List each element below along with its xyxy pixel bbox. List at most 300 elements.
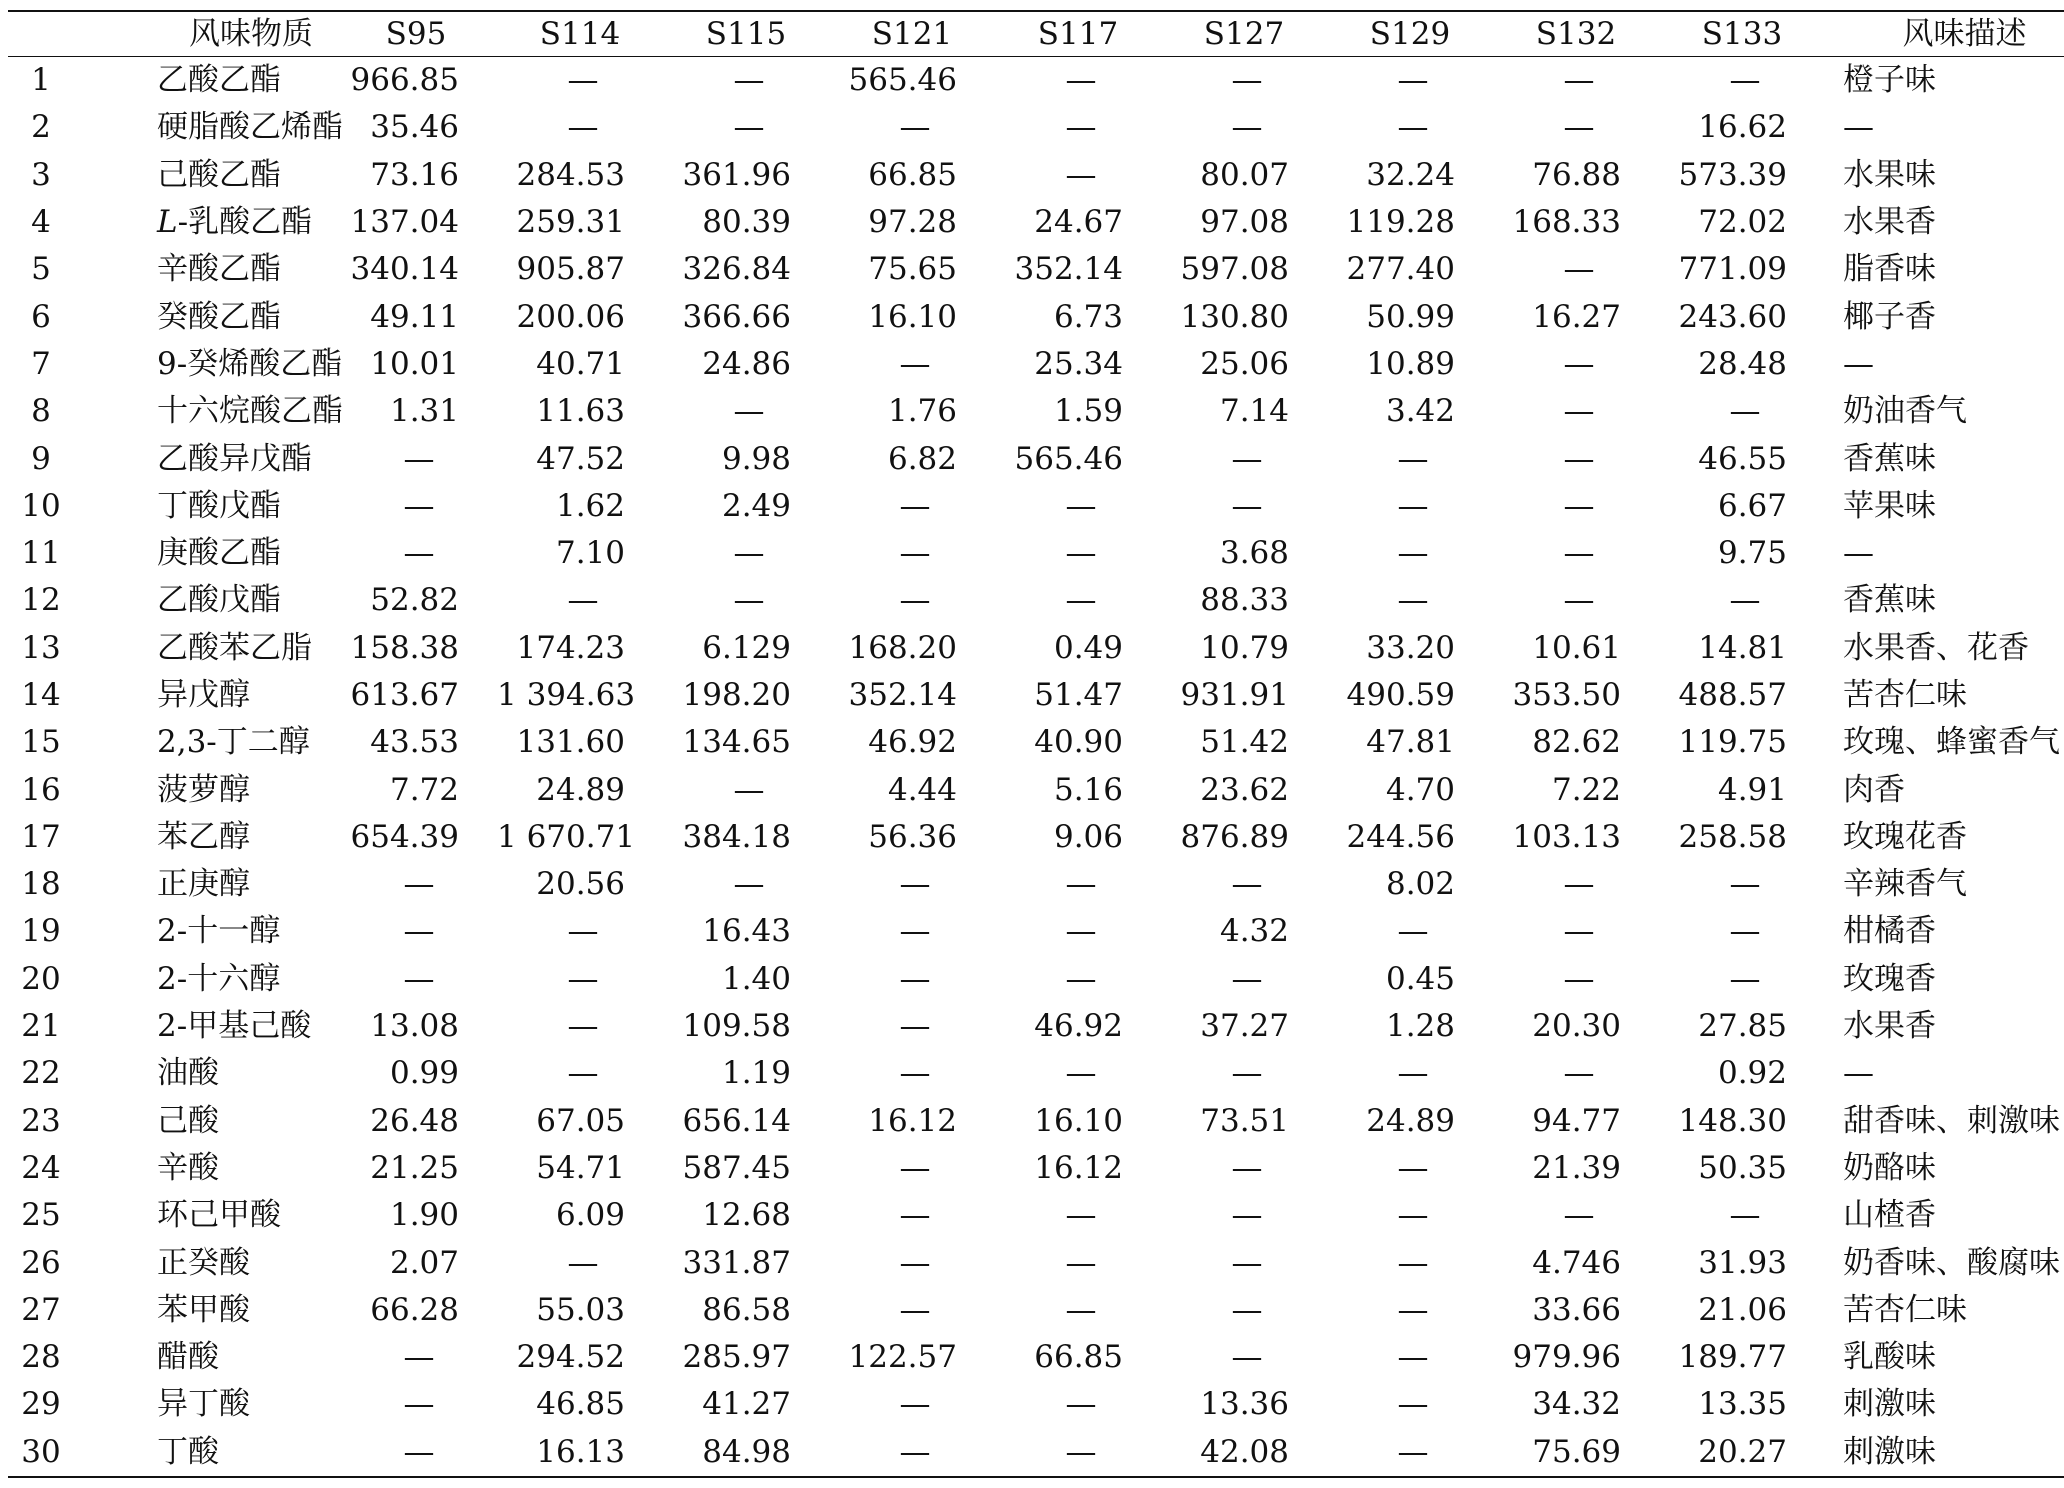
value-cell: — xyxy=(1729,913,1761,950)
value-cell: 573.39 xyxy=(1678,156,1787,193)
table-row xyxy=(8,625,2064,672)
value-cell: 168.20 xyxy=(848,629,957,666)
compound-name-text: 硬脂酸乙烯酯 xyxy=(157,109,343,146)
row-index: 12 xyxy=(21,582,61,619)
compound-name-text: 2-十六醇 xyxy=(157,960,281,997)
value-cell: — xyxy=(733,771,765,808)
value-cell: 8.02 xyxy=(1385,866,1455,903)
value-cell: — xyxy=(1065,109,1097,146)
value-cell: 277.40 xyxy=(1346,251,1455,288)
value-cell: — xyxy=(1563,487,1595,524)
value-cell: 75.69 xyxy=(1532,1433,1621,1470)
flavor-description: — xyxy=(1843,345,1874,382)
compound-name xyxy=(74,1334,335,1381)
value-cell: — xyxy=(567,1055,599,1092)
column-header: S115 xyxy=(705,15,787,52)
row-index: 4 xyxy=(31,204,51,241)
value-cell: 25.34 xyxy=(1034,345,1123,382)
row-index: 23 xyxy=(21,1102,61,1139)
value-cell: 0.92 xyxy=(1717,1055,1787,1092)
value-cell: — xyxy=(1397,1291,1429,1328)
value-cell: — xyxy=(1397,1055,1429,1092)
compound-name xyxy=(74,719,335,766)
value-cell: 158.38 xyxy=(350,629,459,666)
value-cell: 46.92 xyxy=(1034,1008,1123,1045)
flavor-compound-table xyxy=(8,10,2064,1478)
flavor-description: 椰子香 xyxy=(1843,298,1936,335)
compound-name-text: 2,3-丁二醇 xyxy=(157,724,310,761)
value-cell: 326.84 xyxy=(682,251,791,288)
value-cell: — xyxy=(403,487,435,524)
flavor-description: 苦杏仁味 xyxy=(1843,677,1967,713)
value-cell: — xyxy=(1397,1244,1429,1281)
value-cell: 49.11 xyxy=(370,298,459,335)
value-cell: — xyxy=(1729,582,1761,619)
value-cell: 21.39 xyxy=(1532,1149,1621,1186)
value-cell: — xyxy=(1397,1149,1429,1186)
value-cell: 14.81 xyxy=(1698,629,1787,666)
value-cell: 10.61 xyxy=(1532,629,1621,666)
value-cell: — xyxy=(1231,62,1263,99)
flavor-description: 肉香 xyxy=(1843,771,1905,808)
flavor-description: 玫瑰香 xyxy=(1843,960,1936,997)
column-header: S121 xyxy=(871,15,953,52)
value-cell: — xyxy=(1065,1244,1097,1281)
value-cell: 26.48 xyxy=(370,1102,459,1139)
value-cell: 340.14 xyxy=(350,251,459,288)
flavor-description: 水果香、花香 xyxy=(1843,629,2029,666)
value-cell: 51.42 xyxy=(1200,724,1289,761)
value-cell: 2.07 xyxy=(389,1244,459,1281)
flavor-description: 玫瑰花香 xyxy=(1843,818,1967,855)
value-cell: 119.28 xyxy=(1346,204,1455,241)
value-cell: — xyxy=(1065,913,1097,950)
value-cell: 352.14 xyxy=(1014,251,1123,288)
value-cell: 352.14 xyxy=(848,677,957,713)
value-cell: 9.06 xyxy=(1053,818,1123,855)
value-cell: 16.43 xyxy=(702,913,791,950)
value-cell: 10.79 xyxy=(1200,629,1289,666)
value-cell: 4.44 xyxy=(887,771,957,808)
value-cell: — xyxy=(899,866,931,903)
value-cell: 76.88 xyxy=(1532,156,1621,193)
compound-name xyxy=(74,104,343,151)
value-cell: 42.08 xyxy=(1200,1433,1289,1470)
value-cell: 103.13 xyxy=(1512,818,1621,855)
value-cell: 5.16 xyxy=(1053,771,1123,808)
value-cell: 66.85 xyxy=(868,156,957,193)
compound-name xyxy=(74,435,335,482)
value-cell: — xyxy=(1065,1386,1097,1423)
value-cell: 16.12 xyxy=(868,1102,957,1139)
row-index: 9 xyxy=(31,440,51,477)
value-cell: — xyxy=(1729,62,1761,99)
value-cell: 168.33 xyxy=(1512,204,1621,241)
table-row xyxy=(8,1050,2064,1097)
value-cell: — xyxy=(1563,535,1595,572)
value-cell: 490.59 xyxy=(1346,677,1455,713)
table-row xyxy=(8,57,2064,105)
value-cell: 24.89 xyxy=(1366,1102,1455,1139)
value-cell: 80.07 xyxy=(1200,156,1289,193)
value-cell: 40.90 xyxy=(1034,724,1123,761)
header-row xyxy=(8,11,2064,57)
value-cell: 1.90 xyxy=(389,1197,459,1234)
table-row xyxy=(8,293,2064,340)
value-cell: — xyxy=(1231,440,1263,477)
value-cell: — xyxy=(1065,1433,1097,1470)
value-cell: 35.46 xyxy=(370,109,459,146)
value-cell: — xyxy=(1563,62,1595,99)
value-cell: — xyxy=(403,440,435,477)
compound-name-text: 丁酸戊酯 xyxy=(157,487,281,524)
value-cell: 294.52 xyxy=(516,1339,625,1376)
compound-name-text: 辛酸 xyxy=(157,1149,219,1186)
value-cell: — xyxy=(567,62,599,99)
value-cell: 119.75 xyxy=(1678,724,1787,761)
flavor-description: 苹果味 xyxy=(1843,487,1936,524)
value-cell: 46.85 xyxy=(536,1386,625,1423)
value-cell: 1.28 xyxy=(1385,1008,1455,1045)
value-cell: 9.75 xyxy=(1717,535,1787,572)
value-cell: — xyxy=(1729,866,1761,903)
value-cell: — xyxy=(1231,1149,1263,1186)
value-cell: 259.31 xyxy=(516,204,625,241)
compound-name xyxy=(74,1381,335,1428)
value-cell: 16.12 xyxy=(1034,1149,1123,1186)
value-cell: — xyxy=(1065,156,1097,193)
value-cell: 11.63 xyxy=(536,393,625,430)
value-cell: — xyxy=(1397,535,1429,572)
value-cell: 66.28 xyxy=(370,1291,459,1328)
flavor-description: 奶香味、酸腐味 xyxy=(1843,1244,2060,1281)
value-cell: 21.06 xyxy=(1698,1291,1787,1328)
row-index: 29 xyxy=(21,1386,61,1423)
value-cell: — xyxy=(1563,393,1595,430)
value-cell: 3.42 xyxy=(1385,393,1455,430)
row-index: 18 xyxy=(21,866,61,903)
table-row xyxy=(8,199,2064,246)
column-header: S132 xyxy=(1535,15,1617,52)
row-index: 13 xyxy=(21,629,61,666)
row-index: 7 xyxy=(31,345,51,382)
value-cell: — xyxy=(1065,487,1097,524)
value-cell: — xyxy=(1563,582,1595,619)
value-cell: 137.04 xyxy=(350,204,459,241)
value-cell: 46.92 xyxy=(868,724,957,761)
table-row xyxy=(8,766,2064,813)
table-row xyxy=(8,719,2064,766)
value-cell: — xyxy=(1231,1291,1263,1328)
value-cell: — xyxy=(899,1008,931,1045)
value-cell: 361.96 xyxy=(682,156,791,193)
value-cell: 6.73 xyxy=(1053,298,1123,335)
value-cell: 244.56 xyxy=(1346,818,1455,855)
value-cell: — xyxy=(899,1055,931,1092)
compound-name xyxy=(74,672,335,719)
flavor-description: 玫瑰、蜂蜜香气 xyxy=(1843,724,2060,761)
value-cell: — xyxy=(899,582,931,619)
compound-name-text: 辛酸乙酯 xyxy=(157,251,281,288)
value-cell: 20.30 xyxy=(1532,1008,1621,1045)
compound-name xyxy=(74,1239,335,1286)
table-row xyxy=(8,1192,2064,1239)
value-cell: 86.58 xyxy=(702,1291,791,1328)
value-cell: 13.08 xyxy=(370,1008,459,1045)
value-cell: — xyxy=(1397,109,1429,146)
table-row xyxy=(8,1334,2064,1381)
compound-name-text: 十六烷酸乙酯 xyxy=(157,393,343,430)
table-row xyxy=(8,672,2064,719)
value-cell: — xyxy=(403,1386,435,1423)
value-cell: 284.53 xyxy=(516,156,625,193)
value-cell: 10.01 xyxy=(370,345,459,382)
compound-name xyxy=(74,246,335,293)
value-cell: — xyxy=(1729,393,1761,430)
table-row xyxy=(8,814,2064,861)
table-row xyxy=(8,577,2064,624)
value-cell: — xyxy=(403,1339,435,1376)
compound-name xyxy=(74,341,343,388)
value-cell: 67.05 xyxy=(536,1102,625,1139)
compound-name-text: 乙酸苯乙脂 xyxy=(157,629,312,666)
value-cell: 43.53 xyxy=(370,724,459,761)
value-cell: 3.68 xyxy=(1219,535,1289,572)
value-cell: — xyxy=(899,1433,931,1470)
compound-name xyxy=(74,152,335,199)
value-cell: 88.33 xyxy=(1200,582,1289,619)
table-row xyxy=(8,104,2064,151)
value-cell: 27.85 xyxy=(1698,1008,1787,1045)
value-cell: 148.30 xyxy=(1678,1102,1787,1139)
value-cell: — xyxy=(403,535,435,572)
value-cell: 966.85 xyxy=(350,62,459,99)
row-index: 10 xyxy=(21,487,61,524)
compound-name-text: 油酸 xyxy=(157,1055,219,1092)
compound-name xyxy=(74,1003,335,1050)
value-cell: 384.18 xyxy=(682,818,791,855)
compound-name xyxy=(74,1145,335,1192)
value-cell: 73.51 xyxy=(1200,1102,1289,1139)
value-cell: 122.57 xyxy=(848,1339,957,1376)
value-cell: 654.39 xyxy=(350,818,459,855)
compound-name-text: -乳酸乙酯 xyxy=(177,204,313,241)
compound-name xyxy=(74,956,335,1003)
value-cell: 1.59 xyxy=(1053,393,1123,430)
value-cell: 7.14 xyxy=(1219,393,1289,430)
value-cell: 20.27 xyxy=(1698,1433,1787,1470)
value-cell: 47.52 xyxy=(536,440,625,477)
value-cell: — xyxy=(1397,582,1429,619)
value-cell: 84.98 xyxy=(702,1433,791,1470)
compound-name-text: 正庚醇 xyxy=(157,866,250,903)
value-cell: — xyxy=(403,913,435,950)
compound-name-prefix: L xyxy=(157,204,178,241)
value-cell: — xyxy=(567,109,599,146)
value-cell: 331.87 xyxy=(682,1244,791,1281)
row-index: 5 xyxy=(31,251,51,288)
value-cell: — xyxy=(1397,1386,1429,1423)
value-cell: 876.89 xyxy=(1180,818,1289,855)
flavor-description: — xyxy=(1843,109,1874,146)
value-cell: 771.09 xyxy=(1678,251,1787,288)
value-cell: — xyxy=(1397,1197,1429,1234)
value-cell: — xyxy=(1065,960,1097,997)
value-cell: — xyxy=(1563,960,1595,997)
value-cell: — xyxy=(1065,582,1097,619)
table-row xyxy=(8,861,2064,908)
value-cell: 4.70 xyxy=(1385,771,1455,808)
row-index: 15 xyxy=(21,724,61,761)
row-index: 1 xyxy=(31,62,51,99)
flavor-description: 香蕉味 xyxy=(1843,582,1936,619)
column-header: S114 xyxy=(539,15,621,52)
value-cell: 33.66 xyxy=(1532,1291,1621,1328)
compound-name xyxy=(74,1050,335,1097)
table-row xyxy=(8,388,2064,435)
value-cell: 1.31 xyxy=(389,393,459,430)
value-cell: 366.66 xyxy=(682,298,791,335)
value-cell: 4.32 xyxy=(1219,913,1289,950)
value-cell: 6.09 xyxy=(555,1197,625,1234)
row-index: 25 xyxy=(21,1197,61,1234)
table-row xyxy=(8,1003,2064,1050)
value-cell: 12.68 xyxy=(702,1197,791,1234)
compound-name xyxy=(74,861,335,908)
table-row xyxy=(8,908,2064,955)
value-cell: 258.58 xyxy=(1678,818,1787,855)
value-cell: 979.96 xyxy=(1512,1339,1621,1376)
value-cell: 9.98 xyxy=(721,440,791,477)
value-cell: — xyxy=(1563,251,1595,288)
value-cell: — xyxy=(733,109,765,146)
flavor-description: 乳酸味 xyxy=(1843,1339,1936,1376)
value-cell: — xyxy=(567,913,599,950)
value-cell: 565.46 xyxy=(1014,440,1123,477)
value-cell: — xyxy=(1563,913,1595,950)
flavor-description: 甜香味、刺激味 xyxy=(1843,1102,2060,1139)
value-cell: 200.06 xyxy=(516,298,625,335)
table-row xyxy=(8,1429,2064,1477)
value-cell: — xyxy=(1563,440,1595,477)
flavor-description: 辛辣香气 xyxy=(1843,866,1967,903)
value-cell: — xyxy=(733,535,765,572)
value-cell: 488.57 xyxy=(1678,677,1787,713)
compound-name xyxy=(74,766,335,813)
value-cell: — xyxy=(899,535,931,572)
value-cell: — xyxy=(899,109,931,146)
value-cell: 16.62 xyxy=(1698,109,1787,146)
value-cell: 134.65 xyxy=(682,724,791,761)
compound-name-text: 异戊醇 xyxy=(157,677,250,713)
value-cell: 10.89 xyxy=(1366,345,1455,382)
table-row xyxy=(8,152,2064,199)
flavor-description: 苦杏仁味 xyxy=(1843,1291,1967,1328)
flavor-description: 水果味 xyxy=(1843,156,1936,193)
value-cell: 905.87 xyxy=(516,251,625,288)
value-cell: 47.81 xyxy=(1366,724,1455,761)
column-header xyxy=(8,11,74,57)
compound-name-text: 9-癸烯酸乙酯 xyxy=(157,345,343,382)
compound-name-text: 异丁酸 xyxy=(157,1386,250,1423)
value-cell: 16.27 xyxy=(1532,298,1621,335)
value-cell: 0.45 xyxy=(1385,960,1455,997)
value-cell: — xyxy=(1231,960,1263,997)
value-cell: 6.129 xyxy=(702,629,791,666)
row-index: 30 xyxy=(21,1433,61,1470)
value-cell: 353.50 xyxy=(1512,677,1621,713)
value-cell: — xyxy=(1729,960,1761,997)
value-cell: 32.24 xyxy=(1366,156,1455,193)
value-cell: 37.27 xyxy=(1200,1008,1289,1045)
value-cell: — xyxy=(567,582,599,619)
value-cell: 131.60 xyxy=(516,724,625,761)
value-cell: 931.91 xyxy=(1180,677,1289,713)
value-cell: 46.55 xyxy=(1698,440,1787,477)
value-cell: 6.67 xyxy=(1717,487,1787,524)
value-cell: 24.86 xyxy=(702,345,791,382)
compound-name xyxy=(74,1192,335,1239)
table-row xyxy=(8,956,2064,1003)
value-cell: — xyxy=(403,960,435,997)
value-cell: — xyxy=(403,866,435,903)
value-cell: 97.08 xyxy=(1200,204,1289,241)
value-cell: — xyxy=(1065,1055,1097,1092)
compound-name xyxy=(74,57,335,105)
value-cell: 50.99 xyxy=(1366,298,1455,335)
value-cell: — xyxy=(899,487,931,524)
value-cell: 198.20 xyxy=(682,677,791,713)
value-cell: 656.14 xyxy=(682,1102,791,1139)
compound-name xyxy=(74,388,343,435)
value-cell: — xyxy=(1397,62,1429,99)
value-cell: — xyxy=(1397,913,1429,950)
compound-name-text: 苯乙醇 xyxy=(157,818,250,855)
compound-name-text: 苯甲酸 xyxy=(157,1291,250,1328)
value-cell: 587.45 xyxy=(682,1149,791,1186)
value-cell: 189.77 xyxy=(1678,1339,1787,1376)
value-cell: 33.20 xyxy=(1366,629,1455,666)
row-index: 14 xyxy=(21,677,61,713)
value-cell: 41.27 xyxy=(702,1386,791,1423)
value-cell: 16.10 xyxy=(1034,1102,1123,1139)
value-cell: 4.746 xyxy=(1532,1244,1621,1281)
column-header: S129 xyxy=(1369,15,1451,52)
compound-name-text: 菠萝醇 xyxy=(157,771,250,808)
flavor-description: 刺激味 xyxy=(1843,1433,1936,1470)
value-cell: — xyxy=(733,62,765,99)
row-index: 6 xyxy=(31,298,51,335)
row-index: 28 xyxy=(21,1339,61,1376)
flavor-description: 山楂香 xyxy=(1843,1197,1936,1234)
row-index: 2 xyxy=(31,109,51,146)
value-cell: — xyxy=(1065,535,1097,572)
row-index: 24 xyxy=(21,1149,61,1186)
value-cell: 16.13 xyxy=(536,1433,625,1470)
compound-name-text: 乙酸异戊酯 xyxy=(157,440,312,477)
value-cell: — xyxy=(1231,1339,1263,1376)
compound-name xyxy=(74,814,335,861)
compound-name-text: 乙酸乙酯 xyxy=(157,62,281,99)
value-cell: 52.82 xyxy=(370,582,459,619)
table-body xyxy=(8,57,2064,1477)
value-cell: 7.72 xyxy=(389,771,459,808)
value-cell: 174.23 xyxy=(516,629,625,666)
value-cell: 54.71 xyxy=(536,1149,625,1186)
row-index: 8 xyxy=(31,393,51,430)
value-cell: 55.03 xyxy=(536,1291,625,1328)
value-cell: — xyxy=(899,1149,931,1186)
